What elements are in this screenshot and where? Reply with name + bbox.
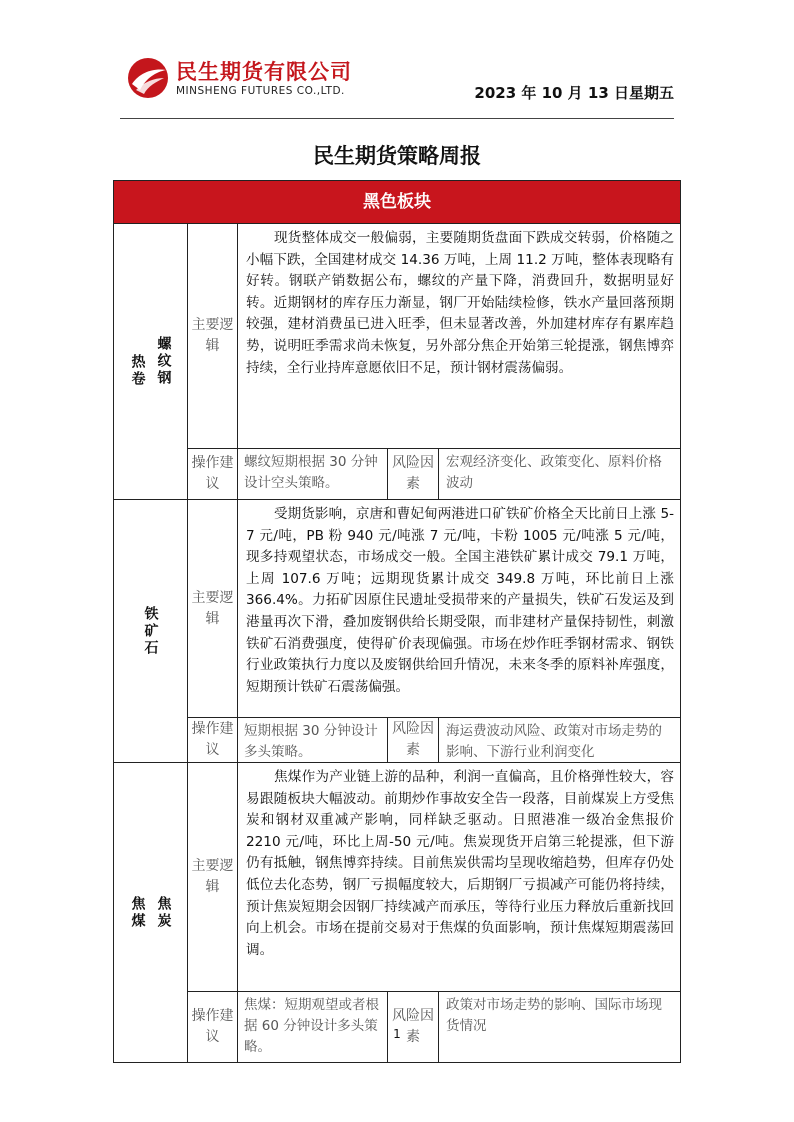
operation-text: 螺纹短期根据 30 分钟设计空头策略。	[238, 449, 388, 499]
operation-text: 短期根据 30 分钟设计多头策略。	[238, 718, 388, 762]
main-logic-text: 现货整体成交一般偏弱，主要随期货盘面下跌成交转弱，价格随之小幅下跌，全国建材成交 14.36 万吨，上周 11.2 万吨，整体表现略有好转。钢联产销数据公布，螺纹的产量下降，消费回升，数据明显好转。近期钢材的库存压力渐显，钢厂开始陆续检修，铁水产量回落预期较强，建材消费虽已进入旺季，但未显著改善，外加建材库存有累库趋势，说明旺季需求尚未恢复，另外部分焦企开始第三轮提涨，钢焦博弈持续，全行业持库意愿依旧不足，预计钢材震荡偏弱。	[246, 230, 674, 376]
company-name-en: MINSHENG FUTURES CO.,LTD.	[176, 85, 345, 97]
operation-row	[188, 449, 680, 499]
operation-label: 操作建议	[188, 718, 238, 762]
risk-label: 风险因素	[388, 449, 439, 499]
risk-label: 风险因素	[388, 718, 439, 762]
sector-banner: 黑色板块	[114, 181, 680, 224]
main-logic-label: 主要逻辑	[188, 763, 238, 991]
report-date: 2023 年 10 月 13 日星期五	[474, 84, 674, 102]
risk-text: 政策对市场走势的影响、国际市场现货情况	[446, 997, 662, 1034]
product-name-hrc: 热卷	[129, 353, 146, 388]
operation-label: 操作建议	[188, 449, 238, 499]
risk-label: 风险因素	[388, 992, 439, 1062]
main-logic-row	[188, 763, 680, 992]
section-rebar-hrc	[114, 224, 680, 500]
main-logic-label: 主要逻辑	[188, 224, 238, 448]
company-name-cn: 民生期货有限公司	[176, 60, 352, 84]
product-name-cell	[114, 224, 188, 499]
product-name-rebar: 螺纹钢	[155, 336, 172, 387]
header-divider	[120, 118, 674, 119]
risk-text: 宏观经济变化、政策变化、原料价格波动	[446, 454, 662, 491]
risk-text: 海运费波动风险、政策对市场走势的影响、下游行业利润变化	[446, 723, 662, 760]
main-logic-text: 受期货影响，京唐和曹妃甸两港进口矿铁矿价格全天比前日上涨 5-7 元/吨，PB 粉 940 元/吨涨 7 元/吨，卡粉 1005 元/吨涨 5 元/吨，现多持观望状态，市场成交一般。全国主港铁矿累计成交 79.1 万吨，上周 107.6 万吨；远期现货累计成交 349.8 万吨，环比前日上涨 366.4%。力拓矿因原住民遗址受损带来的产量损失，铁矿石发运及到港量再次下滑，叠加废钢供给长期受限，而非建材产量保持韧性，刺激铁矿石消费强度，使得矿价表现偏强。市场在炒作旺季钢材需求、钢铁行业政策执行力度以及废钢供给回升情况，未来冬季的原料补库强度，短期预计铁矿石震荡偏强。	[246, 506, 674, 695]
product-name-cell	[114, 500, 188, 762]
main-logic-text: 焦煤作为产业链上游的品种，利润一直偏高，且价格弹性较大，容易跟随板块大幅波动。前期炒作事故安全告一段落，目前煤炭上方受焦炭和钢材双重减产影响，同样缺乏驱动。日照港准一级冶金焦报价 2210 元/吨，环比上周-50 元/吨。焦炭现货开启第三轮提涨，但下游仍有抵触，钢焦博弈持续。目前焦炭供需均呈现收缩趋势，但库存仍处低位去化态势，钢厂亏损幅度较大，后期钢厂亏损减产可能仍将持续，预计焦炭短期会因钢厂持续减产而承压，等待行业压力释放后重新找回向上机会。市场在提前交易对于焦煤的负面影响，预计焦煤短期震荡回调。	[246, 769, 674, 958]
product-name-coke: 焦炭	[155, 895, 172, 930]
main-logic-row	[188, 500, 680, 718]
main-logic-row	[188, 224, 680, 449]
strategy-table	[113, 180, 681, 1063]
page-number: 1	[393, 1027, 401, 1041]
product-name-coking-coal: 焦煤	[129, 895, 146, 930]
main-logic-label: 主要逻辑	[188, 500, 238, 717]
operation-row	[188, 718, 680, 762]
operation-label: 操作建议	[188, 992, 238, 1062]
report-title: 民生期货策略周报	[313, 144, 481, 168]
section-iron-ore	[114, 500, 680, 763]
company-logo	[120, 54, 380, 104]
product-name-cell	[114, 763, 188, 1062]
section-coke-coking-coal	[114, 763, 680, 1062]
product-name-iron-ore: 铁矿石	[142, 605, 159, 657]
minsheng-logo-icon	[126, 56, 170, 100]
operation-text: 焦煤：短期观望或者根据 60 分钟设计多头策略。	[238, 992, 388, 1062]
